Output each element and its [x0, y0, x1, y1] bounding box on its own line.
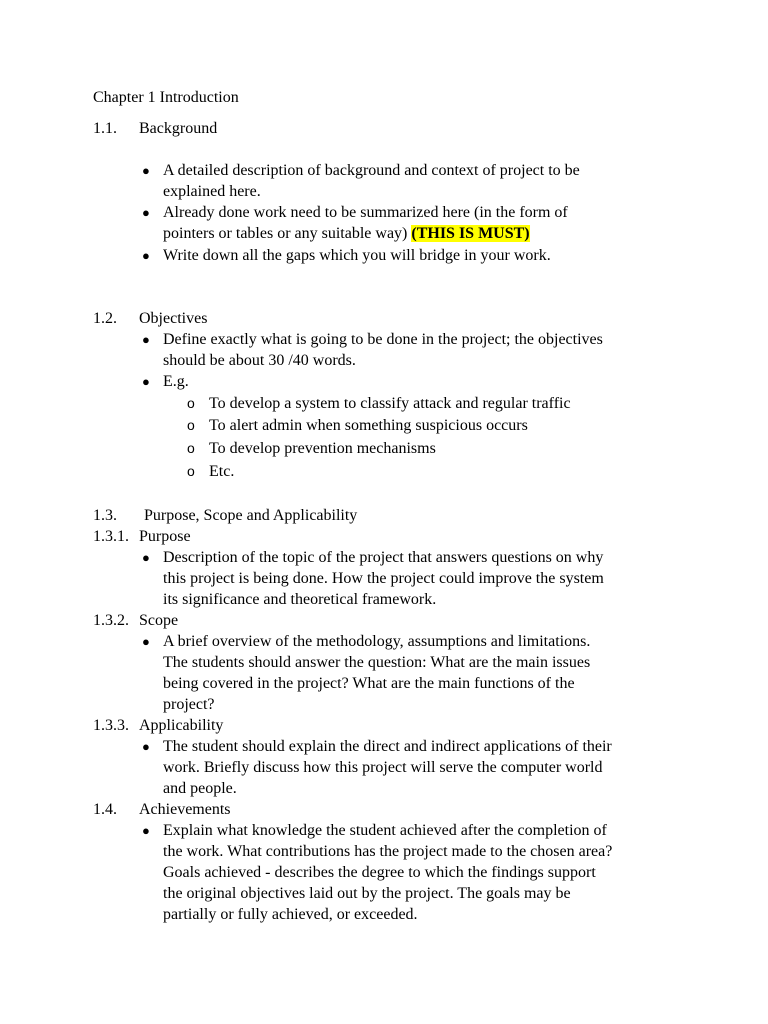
sub-bullet-icon: o [187, 395, 195, 411]
bullet-text: work. Briefly discuss how this project will serve the computer world [163, 759, 603, 776]
bullet-text: Goals achieved - describes the degree to which the findings support [163, 864, 596, 881]
bullet-text: being covered in the project? What are the main functions of the [163, 675, 575, 692]
sub-bullet-icon: o [187, 417, 195, 433]
section-heading-purpose-scope: Purpose, Scope and Applicability [144, 507, 358, 524]
section-number: 1.2. [93, 310, 117, 327]
bullet-text [163, 223, 530, 244]
section-number: 1.1. [93, 120, 117, 137]
bullet-text: project? [163, 696, 215, 713]
section-number: 1.3. [93, 507, 117, 524]
bullet-text: E.g. [163, 373, 189, 390]
bullet-text: Already done work need to be summarized here (in the form of [163, 204, 568, 221]
sub-bullet-icon: o [187, 440, 195, 456]
bullet-text: partially or fully achieved, or exceeded. [163, 906, 418, 923]
bullet-text: and people. [163, 780, 237, 797]
bullet-icon: ● [142, 374, 150, 389]
subsection-number: 1.3.1. [93, 528, 129, 545]
bullet-text: Define exactly what is going to be done in the project; the objectives [163, 331, 603, 348]
sub-bullet-icon: o [187, 463, 195, 479]
bullet-icon: ● [142, 332, 150, 347]
bullet-text: A detailed description of background and context of project to be [163, 162, 580, 179]
bullet-text: Explain what knowledge the student achieved after the completion of [163, 822, 607, 839]
sub-bullet-text: To develop a system to classify attack and regular traffic [209, 395, 571, 412]
section-heading-objectives: Objectives [139, 310, 208, 327]
bullet-icon: ● [142, 739, 150, 754]
bullet-text: the work. What contributions has the project made to the chosen area? [163, 843, 613, 860]
subsection-number: 1.3.2. [93, 612, 129, 629]
subsection-number: 1.3.3. [93, 717, 129, 734]
bullet-text-part: pointers or tables or any suitable way) [163, 225, 408, 242]
bullet-text: Description of the topic of the project that answers questions on why [163, 549, 604, 566]
subsection-heading-applicability: Applicability [139, 717, 224, 734]
bullet-icon: ● [142, 205, 150, 220]
bullet-icon: ● [142, 550, 150, 565]
bullet-text: The students should answer the question: What are the main issues [163, 654, 591, 671]
sub-bullet-text: To develop prevention mechanisms [209, 440, 436, 457]
section-number: 1.4. [93, 801, 117, 818]
bullet-text: its significance and theoretical framework. [163, 591, 437, 608]
section-heading-achievements: Achievements [139, 801, 231, 818]
bullet-icon: ● [142, 634, 150, 649]
bullet-text: A brief overview of the methodology, assumptions and limitations. [163, 633, 591, 650]
bullet-icon: ● [142, 163, 150, 178]
subsection-heading-scope: Scope [139, 612, 179, 629]
bullet-icon: ● [142, 823, 150, 838]
bullet-icon: ● [142, 248, 150, 263]
highlighted-note: (THIS IS MUST) [411, 225, 530, 242]
page-title: Chapter 1 Introduction [93, 89, 239, 106]
bullet-text: explained here. [163, 183, 261, 200]
bullet-text: the original objectives laid out by the project. The goals may be [163, 885, 571, 902]
bullet-text: The student should explain the direct and indirect applications of their [163, 738, 612, 755]
bullet-text: Write down all the gaps which you will bridge in your work. [163, 247, 551, 264]
sub-bullet-text: To alert admin when something suspicious occurs [209, 417, 528, 434]
bullet-text: should be about 30 /40 words. [163, 352, 356, 369]
section-heading-background: Background [139, 120, 218, 137]
sub-bullet-text: Etc. [209, 463, 235, 480]
subsection-heading-purpose: Purpose [139, 528, 191, 545]
bullet-text: this project is being done. How the project could improve the system [163, 570, 604, 587]
